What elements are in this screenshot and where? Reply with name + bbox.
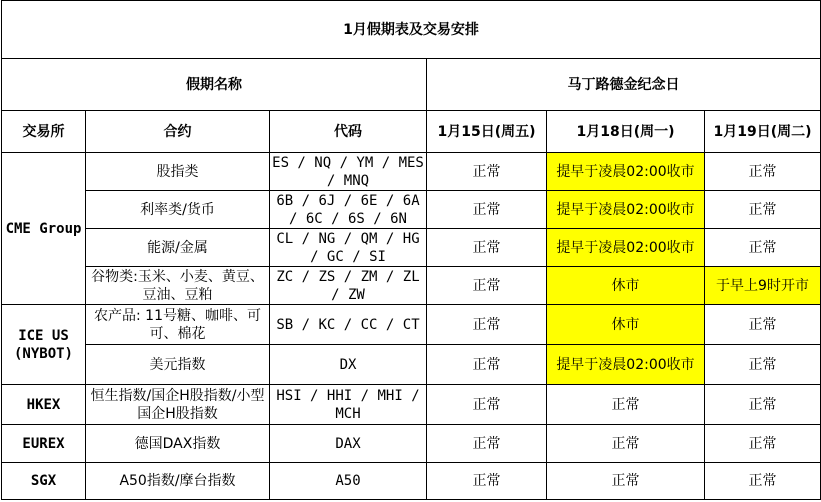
status-cell: 正常 bbox=[427, 267, 547, 305]
header-code: 代码 bbox=[270, 111, 427, 153]
table-row bbox=[2, 191, 821, 229]
code-cell: DAX bbox=[270, 425, 427, 463]
status-cell: 提早于凌晨02:00收市 bbox=[547, 191, 705, 229]
header-contract: 合约 bbox=[86, 111, 270, 153]
table-row bbox=[2, 345, 821, 385]
contract-cell: 德国DAX指数 bbox=[86, 425, 270, 463]
status-cell: 正常 bbox=[705, 305, 821, 345]
header-exchange: 交易所 bbox=[2, 111, 86, 153]
table-row bbox=[2, 463, 821, 500]
status-cell: 正常 bbox=[705, 425, 821, 463]
status-cell: 休市 bbox=[547, 305, 705, 345]
status-cell: 休市 bbox=[547, 267, 705, 305]
contract-cell: 能源/金属 bbox=[86, 229, 270, 267]
exchange-cme: CME Group bbox=[2, 153, 86, 305]
status-cell: 正常 bbox=[705, 385, 821, 425]
table-row bbox=[2, 305, 821, 345]
contract-cell: 股指类 bbox=[86, 153, 270, 191]
contract-cell: 恒生指数/国企H股指数/小型国企H股指数 bbox=[86, 385, 270, 425]
status-cell: 正常 bbox=[547, 463, 705, 500]
code-cell: CL / NG / QM / HG / GC / SI bbox=[270, 229, 427, 267]
status-cell: 正常 bbox=[547, 425, 705, 463]
table-row bbox=[2, 425, 821, 463]
status-cell: 正常 bbox=[427, 345, 547, 385]
holiday-name-label: 假期名称 bbox=[2, 59, 427, 111]
table-row bbox=[2, 267, 821, 305]
code-cell: DX bbox=[270, 345, 427, 385]
contract-cell: 农产品: 11号糖、咖啡、可可、棉花 bbox=[86, 305, 270, 345]
exchange-hkex: HKEX bbox=[2, 385, 86, 425]
exchange-ice: ICE US (NYBOT) bbox=[2, 305, 86, 385]
contract-cell: A50指数/摩台指数 bbox=[86, 463, 270, 500]
contract-cell: 谷物类:玉米、小麦、黄豆、豆油、豆粕 bbox=[86, 267, 270, 305]
status-cell: 正常 bbox=[705, 153, 821, 191]
status-cell: 提早于凌晨02:00收市 bbox=[547, 153, 705, 191]
status-cell: 于早上9时开市 bbox=[705, 267, 821, 305]
table-row bbox=[2, 153, 821, 191]
status-cell: 正常 bbox=[427, 425, 547, 463]
contract-cell: 利率类/货币 bbox=[86, 191, 270, 229]
status-cell: 正常 bbox=[427, 191, 547, 229]
status-cell: 正常 bbox=[427, 229, 547, 267]
status-cell: 正常 bbox=[427, 305, 547, 345]
header-date-1: 1月15日(周五) bbox=[427, 111, 547, 153]
status-cell: 提早于凌晨02:00收市 bbox=[547, 229, 705, 267]
status-cell: 提早于凌晨02:00收市 bbox=[547, 345, 705, 385]
holiday-name: 马丁路德金纪念日 bbox=[427, 59, 821, 111]
code-cell: 6B / 6J / 6E / 6A / 6C / 6S / 6N bbox=[270, 191, 427, 229]
status-cell: 正常 bbox=[427, 463, 547, 500]
status-cell: 正常 bbox=[705, 229, 821, 267]
code-cell: ES / NQ / YM / MES / MNQ bbox=[270, 153, 427, 191]
exchange-eurex: EUREX bbox=[2, 425, 86, 463]
table-row bbox=[2, 385, 821, 425]
table-row bbox=[2, 229, 821, 267]
code-cell: A50 bbox=[270, 463, 427, 500]
contract-cell: 美元指数 bbox=[86, 345, 270, 385]
code-cell: ZC / ZS / ZM / ZL / ZW bbox=[270, 267, 427, 305]
status-cell: 正常 bbox=[427, 385, 547, 425]
code-cell: HSI / HHI / MHI / MCH bbox=[270, 385, 427, 425]
code-cell: SB / KC / CC / CT bbox=[270, 305, 427, 345]
header-date-3: 1月19日(周二) bbox=[705, 111, 821, 153]
status-cell: 正常 bbox=[427, 153, 547, 191]
header-date-2: 1月18日(周一) bbox=[547, 111, 705, 153]
exchange-sgx: SGX bbox=[2, 463, 86, 500]
status-cell: 正常 bbox=[547, 385, 705, 425]
holiday-schedule-table bbox=[1, 0, 821, 500]
status-cell: 正常 bbox=[705, 345, 821, 385]
status-cell: 正常 bbox=[705, 191, 821, 229]
status-cell: 正常 bbox=[705, 463, 821, 500]
table-title: 1月假期表及交易安排 bbox=[2, 1, 821, 59]
